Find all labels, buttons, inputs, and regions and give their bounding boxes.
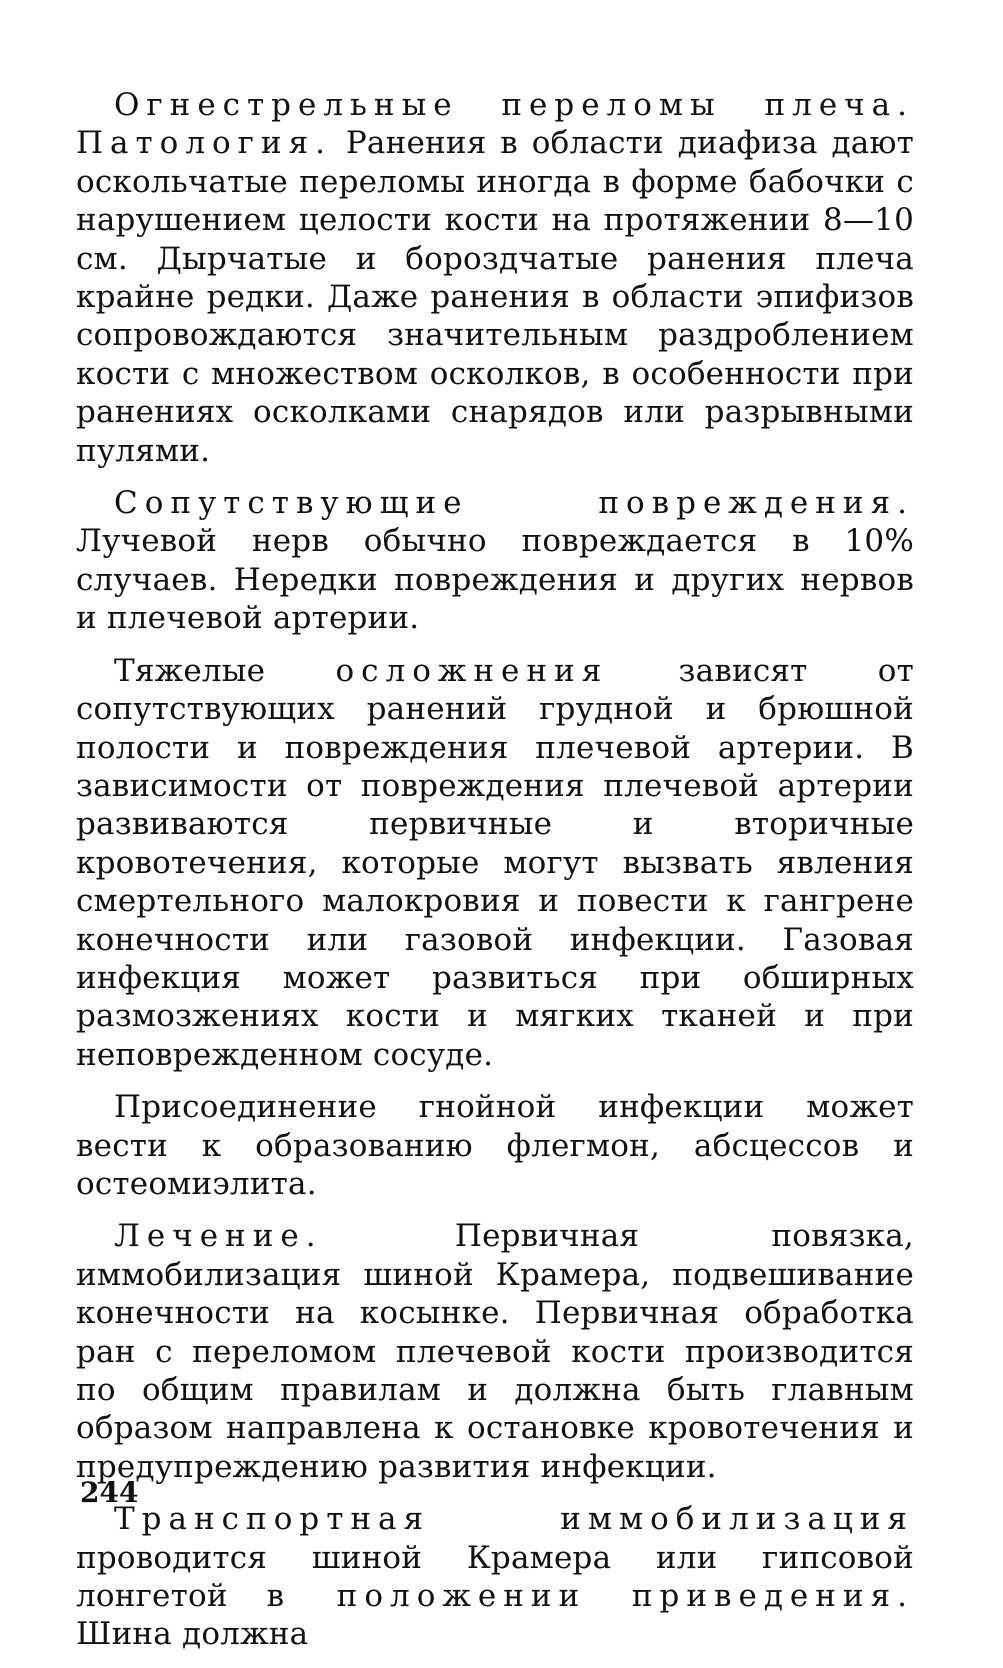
page-body xyxy=(76,86,914,1668)
section-heading-complications: осложнения xyxy=(335,652,609,689)
page-number: 244 xyxy=(80,1476,139,1509)
paragraph-text: Присоединение гнойной инфекции может вести к образованию флегмон, абсцессов и остеомиэлита. xyxy=(76,1089,914,1202)
paragraph-concomitant-injuries xyxy=(76,484,914,638)
section-heading-treatment: Лечение. xyxy=(114,1218,323,1255)
paragraph-purulent-infection xyxy=(76,1088,914,1203)
section-heading-concomitant-injuries: Сопутствующие повреждения. xyxy=(114,485,914,522)
paragraph-text: зависят от сопутствующих ранений грудной и брюшной полости и повреждения плечевой артерии. В зависимости от повреждения плечевой артерии развиваются первичные и вторичные кровотечения, которые могут вызвать явления смертельного малокровия и повести к гангрене конечности или газовой инфекции. Газовая инфекция может развиться при обширных размозжениях кости и мягких тканей и при неповрежденном сосуде. xyxy=(76,652,914,1073)
section-heading-gunshot-fractures: Огнестрельные переломы плеча. xyxy=(114,87,914,123)
paragraph-tail: Шина должна xyxy=(76,1616,309,1653)
paragraph-text: Ранения в области диафиза дают оскольчатые переломы иногда в форме бабочки с нарушением целости кости на протяжении 8—10 см. Дырчатые и бороздчатые ранения плеча крайне редки. Даже ранения в области эпифизов сопровождаются значительным раздроблением кости с множеством осколков, в особенности при ранениях осколками снарядов или разрывными пулями. xyxy=(76,125,914,469)
paragraph-treatment xyxy=(76,1217,914,1486)
paragraph-text: Лучевой нерв обычно повреждается в 10% случаев. Нередки повреждения и других нервов и плечевой артерии. xyxy=(76,523,914,637)
subheading-pathology: Патология. xyxy=(76,125,332,162)
paragraph-gunshot-fractures xyxy=(76,86,914,470)
paragraph-transport-immobilization xyxy=(76,1500,914,1654)
paragraph-text: проводится шиной Крамера или гипсовой лонгетой xyxy=(76,1539,914,1615)
section-heading-transport-immobilization: Транспортная иммобилизация xyxy=(114,1501,914,1538)
emphasis-position: в положении приведения. xyxy=(266,1578,915,1615)
paragraph-complications xyxy=(76,652,914,1074)
paragraph-lead-word: Тяжелые xyxy=(114,652,266,689)
paragraph-text: Первичная повязка, иммобилизация шиной Крамера, подвешивание конечности на косынке. Первичная обработка ран с переломом плечевой кости производится по общим правилам и должна быть главным образом направлена к остановке кровотечения и предупреждению развития инфекции. xyxy=(76,1218,914,1485)
